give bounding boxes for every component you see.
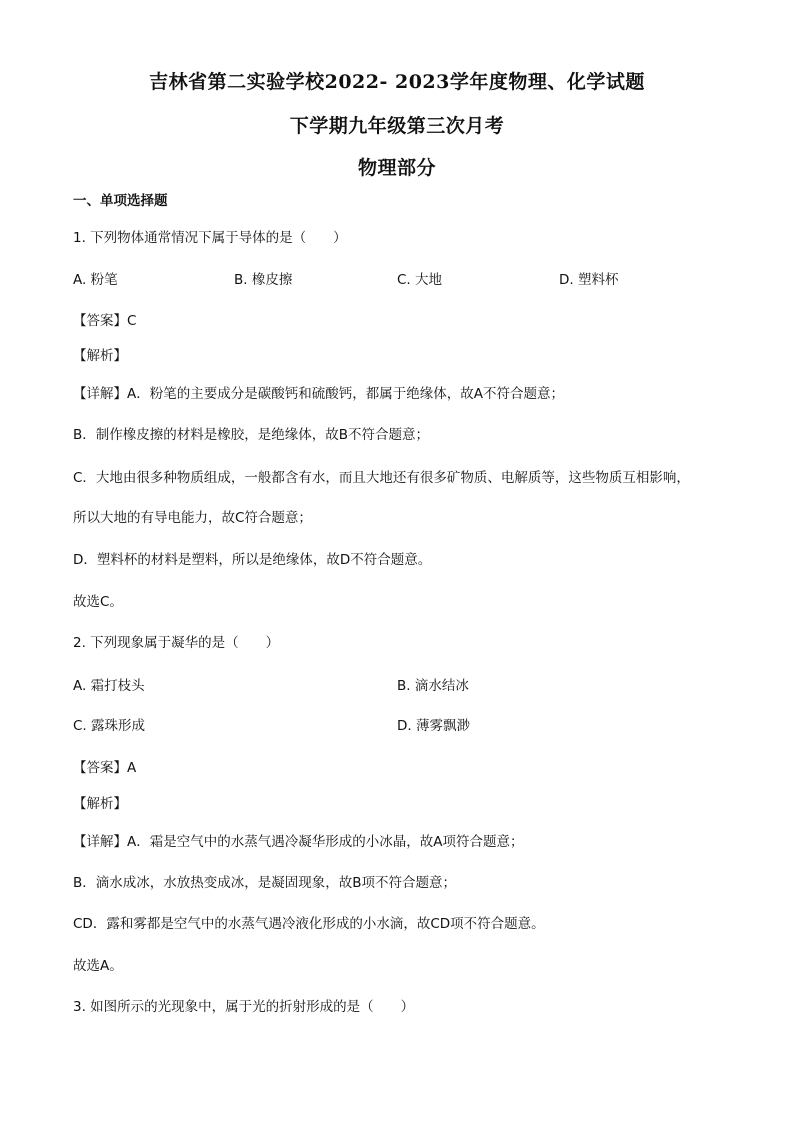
question-1-detail-a: 【详解】A．粉笔的主要成分是碳酸钙和硫酸钙，都属于绝缘体，故A不符合题意； — [73, 386, 564, 402]
question-1-stem: 1. 下列物体通常情况下属于导体的是（ ） — [73, 230, 347, 246]
section-heading: 一、单项选择题 — [73, 193, 168, 209]
question-2-detail-b: B．滴水成冰，水放热变成冰，是凝固现象，故B项不符合题意； — [73, 875, 457, 891]
exam-title: 吉林省第二实验学校2022- 2023学年度物理、化学试题 — [149, 71, 645, 93]
question-2-detail-cd: CD．露和雾都是空气中的水蒸气遇冷液化形成的小水滴，故CD项不符合题意。 — [73, 916, 545, 932]
question-2-option-c: C. 露珠形成 — [73, 718, 146, 734]
section-title: 物理部分 — [357, 157, 436, 179]
question-1-detail-d: D．塑料杯的材料是塑料，所以是绝缘体，故D不符合题意。 — [73, 552, 432, 568]
question-1-detail-b: B．制作橡皮擦的材料是橡胶，是绝缘体，故B不符合题意； — [73, 427, 430, 443]
question-2-detail-a: 【详解】A．霜是空气中的水蒸气遇冷凝华形成的小冰晶，故A项符合题意； — [73, 834, 524, 850]
question-1-detail-c-cont: 所以大地的有导电能力，故C符合题意； — [73, 510, 312, 526]
question-2-option-b: B. 滴水结冰 — [397, 678, 469, 694]
question-1-conclusion: 故选C。 — [73, 594, 123, 610]
question-3-stem: 3. 如图所示的光现象中，属于光的折射形成的是（ ） — [73, 999, 415, 1015]
question-2-analysis-label: 【解析】 — [73, 796, 127, 812]
question-1-analysis-label: 【解析】 — [73, 348, 127, 364]
question-1-option-a: A. 粉笔 — [73, 272, 118, 288]
question-2-stem: 2. 下列现象属于凝华的是（ ） — [73, 635, 280, 651]
question-1-option-c: C. 大地 — [397, 272, 443, 288]
question-2-option-d: D. 薄雾飘渺 — [397, 718, 470, 734]
question-2-answer: 【答案】A — [73, 760, 137, 776]
exam-subtitle: 下学期九年级第三次月考 — [289, 115, 505, 137]
question-2-conclusion: 故选A。 — [73, 958, 123, 974]
question-1-option-d: D. 塑料杯 — [559, 272, 619, 288]
question-1-detail-c: C．大地由很多种物质组成，一般都含有水，而且大地还有很多矿物质、电解质等，这些物质互相影响， — [73, 470, 690, 486]
question-1-option-b: B. 橡皮擦 — [234, 272, 293, 288]
question-1-answer: 【答案】C — [73, 313, 137, 329]
question-2-option-a: A. 霜打枝头 — [73, 678, 145, 694]
